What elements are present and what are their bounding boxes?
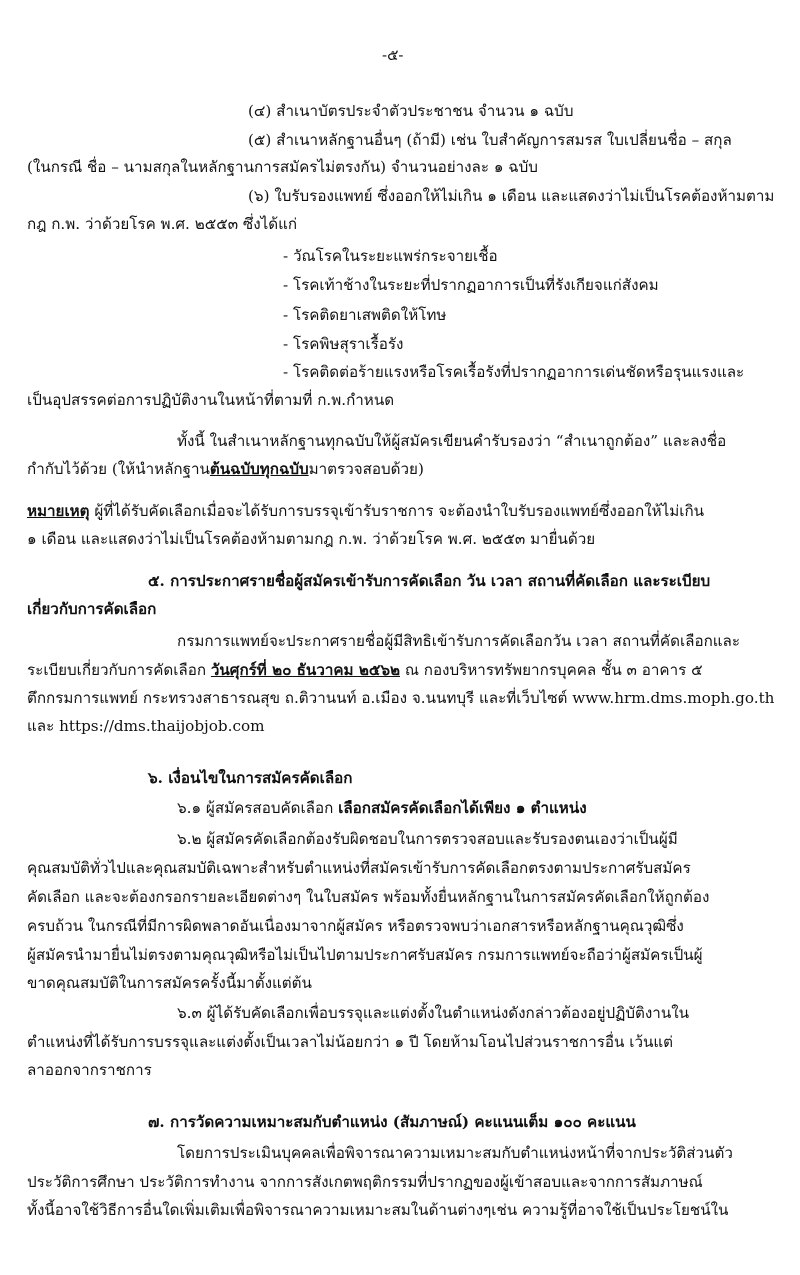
section5-heading-line2: เกี่ยวกับการคัดเลือก: [27, 600, 157, 618]
condition-6-2-line: ผู้สมัครนำมายื่นไม่ตรงตามคุณวุฒิหรือไม่เป็นไปตามประกาศรับสมัคร กรมการแพทย์จะถือว่าผู้สมัครเป็นผู้: [27, 946, 703, 964]
section5-text-b: ณ กองบริหารทรัพยากรบุคคล ชั้น ๓ อาคาร ๕: [400, 661, 703, 679]
condition-6-2-line: คุณสมบัติทั่วไปและคุณสมบัติเฉพาะสำหรับตำแหน่งที่สมัครเข้ารับการคัดเลือกตรงตามประกาศรับสมัคร: [27, 859, 691, 877]
condition-6-2-line: คัดเลือก และจะต้องกรอกรายละเอียดต่างๆ ในใบสมัคร พร้อมทั้งยื่นหลักฐานในการสมัครคัดเลือกให้ถูกต้อง: [27, 888, 710, 906]
condition-6-3-line: ตำแหน่งที่ได้รับการบรรจุและแต่งตั้งเป็นเวลาไม่น้อยกว่า ๑ ปี โดยห้ามโอนไปส่วนราชการอื่น เว้นแต่: [27, 1033, 674, 1051]
note-text: ผู้ที่ได้รับคัดเลือกเมื่อจะได้รับการบรรจุเข้ารับราชการ จะต้องนำใบรับรองแพทย์ซึ่งออกให้ไม่เกิน: [89, 502, 705, 520]
certify-line1: ทั้งนี้ ในสำเนาหลักฐานทุกฉบับให้ผู้สมัครเขียนคำรับรองว่า “สำเนาถูกต้อง” และลงชื่อ: [177, 432, 727, 450]
condition-6-1-text: ๖.๑ ผู้สมัครสอบคัดเลือก: [177, 799, 339, 817]
doc-item-6-line2: กฎ ก.พ. ว่าด้วยโรค พ.ศ. ๒๕๕๓ ซึ่งได้แก่: [27, 215, 298, 233]
disease-item: - โรคติดต่อร้ายแรงหรือโรคเรื้อรังที่ปรากฏอาการเด่นชัดหรือรุนแรงและ: [283, 363, 745, 381]
disease-item: - โรคเท้าช้างในระยะที่ปรากฏอาการเป็นที่รังเกียจแก่สังคม: [283, 276, 659, 294]
page-number: -๕-: [382, 46, 404, 64]
doc-item-4: (๔) สำเนาบัตรประจำตัวประชาชน จำนวน ๑ ฉบับ: [248, 102, 574, 120]
section5-heading-line1: ๕. การประกาศรายชื่อผู้สมัครเข้ารับการคัดเลือก วัน เวลา สถานที่คัดเลือก และระเบียบ: [148, 572, 711, 590]
note-line2: ๑ เดือน และแสดงว่าไม่เป็นโรคต้องห้ามตามกฎ ก.พ. ว่าด้วยโรค พ.ศ. ๒๕๕๓ มายื่นด้วย: [27, 530, 596, 548]
certify-text-c: มาตรวจสอบด้วย): [308, 460, 424, 478]
announcement-date: วันศุกร์ที่ ๒๐ ธันวาคม ๒๕๖๒: [210, 661, 400, 679]
disease-item: - โรคพิษสุราเรื้อรัง: [283, 335, 404, 353]
certify-original-docs: ต้นฉบับทุกฉบับ: [209, 460, 309, 478]
section5-text-a: ระเบียบเกี่ยวกับการคัดเลือก: [27, 661, 211, 679]
condition-6-2-line: ครบถ้วน ในกรณีที่มีการผิดพลาดอันเนื่องมาจากผู้สมัคร หรือตรวจพบว่าเอกสารหรือหลักฐานคุณวุฒิซึ่ง: [27, 917, 684, 935]
section7-heading: ๗. การวัดความเหมาะสมกับตำแหน่ง (สัมภาษณ์) คะแนนเต็ม ๑๐๐ คะแนน: [148, 1113, 636, 1131]
disease-item: - วัณโรคในระยะแพร่กระจายเชื้อ: [283, 247, 498, 265]
condition-6-3-line: ลาออกจากราชการ: [27, 1061, 152, 1079]
section7-para-line: ทั้งนี้อาจใช้วิธีการอื่นใดเพิ่มเติมเพื่อพิจารณาความเหมาะสมในด้านต่างๆเช่น ความรู้ที่อาจใช้เป็นประโยชน์ใน: [27, 1201, 729, 1219]
section5-para-line1: กรมการแพทย์จะประกาศรายชื่อผู้มีสิทธิเข้ารับการคัดเลือกวัน เวลา สถานที่คัดเลือกและ: [177, 632, 741, 650]
condition-6-1-emphasis: เลือกสมัครคัดเลือกได้เพียง ๑ ตำแหน่ง: [338, 799, 587, 817]
certify-line2: [27, 458, 424, 480]
condition-6-3-line: ๖.๓ ผู้ได้รับคัดเลือกเพื่อบรรจุและแต่งตั้งในตำแหน่งดังกล่าวต้องอยู่ปฏิบัติงานใน: [177, 1004, 689, 1022]
disease-item: - โรคติดยาเสพติดให้โทษ: [283, 306, 447, 324]
section6-heading: ๖. เงื่อนไขในการสมัครคัดเลือก: [148, 769, 353, 787]
condition-6-1: [177, 797, 587, 819]
section7-para-line: โดยการประเมินบุคคลเพื่อพิจารณาความเหมาะสมกับตำแหน่งหน้าที่จากประวัติส่วนตัว: [177, 1144, 733, 1162]
condition-6-2-line: ๖.๒ ผู้สมัครคัดเลือกต้องรับผิดชอบในการตรวจสอบและรับรองตนเองว่าเป็นผู้มี: [177, 830, 678, 848]
note-line1: [27, 500, 704, 522]
section5-para-line4: และ https://dms.thaijobjob.com: [27, 717, 265, 735]
section7-para-line: ประวัติการศึกษา ประวัติการทำงาน จากการสังเกตพฤติกรรมที่ปรากฏของผู้เข้าสอบและจากการสัมภาษณ์: [27, 1173, 703, 1191]
disease-item-5-line2: เป็นอุปสรรคต่อการปฏิบัติงานในหน้าที่ตามที่ ก.พ.กำหนด: [27, 391, 395, 409]
note-label: หมายเหตุ: [27, 502, 90, 520]
doc-item-6-line1: (๖) ใบรับรองแพทย์ ซึ่งออกให้ไม่เกิน ๑ เดือน และแสดงว่าไม่เป็นโรคต้องห้ามตาม: [248, 187, 775, 205]
section5-para-line2: [27, 659, 703, 681]
section5-para-line3: ตึกกรมการแพทย์ กระทรวงสาธารณสุข ถ.ติวานนท์ อ.เมือง จ.นนทบุรี และที่เว็บไซต์ www.hrm.dms.moph.go.th: [27, 689, 775, 707]
condition-6-2-line: ขาดคุณสมบัติในการสมัครครั้งนี้มาตั้งแต่ต้น: [27, 974, 312, 992]
doc-item-5-line1: (๕) สำเนาหลักฐานอื่นๆ (ถ้ามี) เช่น ใบสำคัญการสมรส ใบเปลี่ยนชื่อ – สกุล: [248, 131, 732, 149]
doc-item-5-line2: (ในกรณี ชื่อ – นามสกุลในหลักฐานการสมัครไม่ตรงกัน) จำนวนอย่างละ ๑ ฉบับ: [27, 158, 538, 176]
certify-text-a: กำกับไว้ด้วย (ให้นำหลักฐาน: [27, 460, 210, 478]
